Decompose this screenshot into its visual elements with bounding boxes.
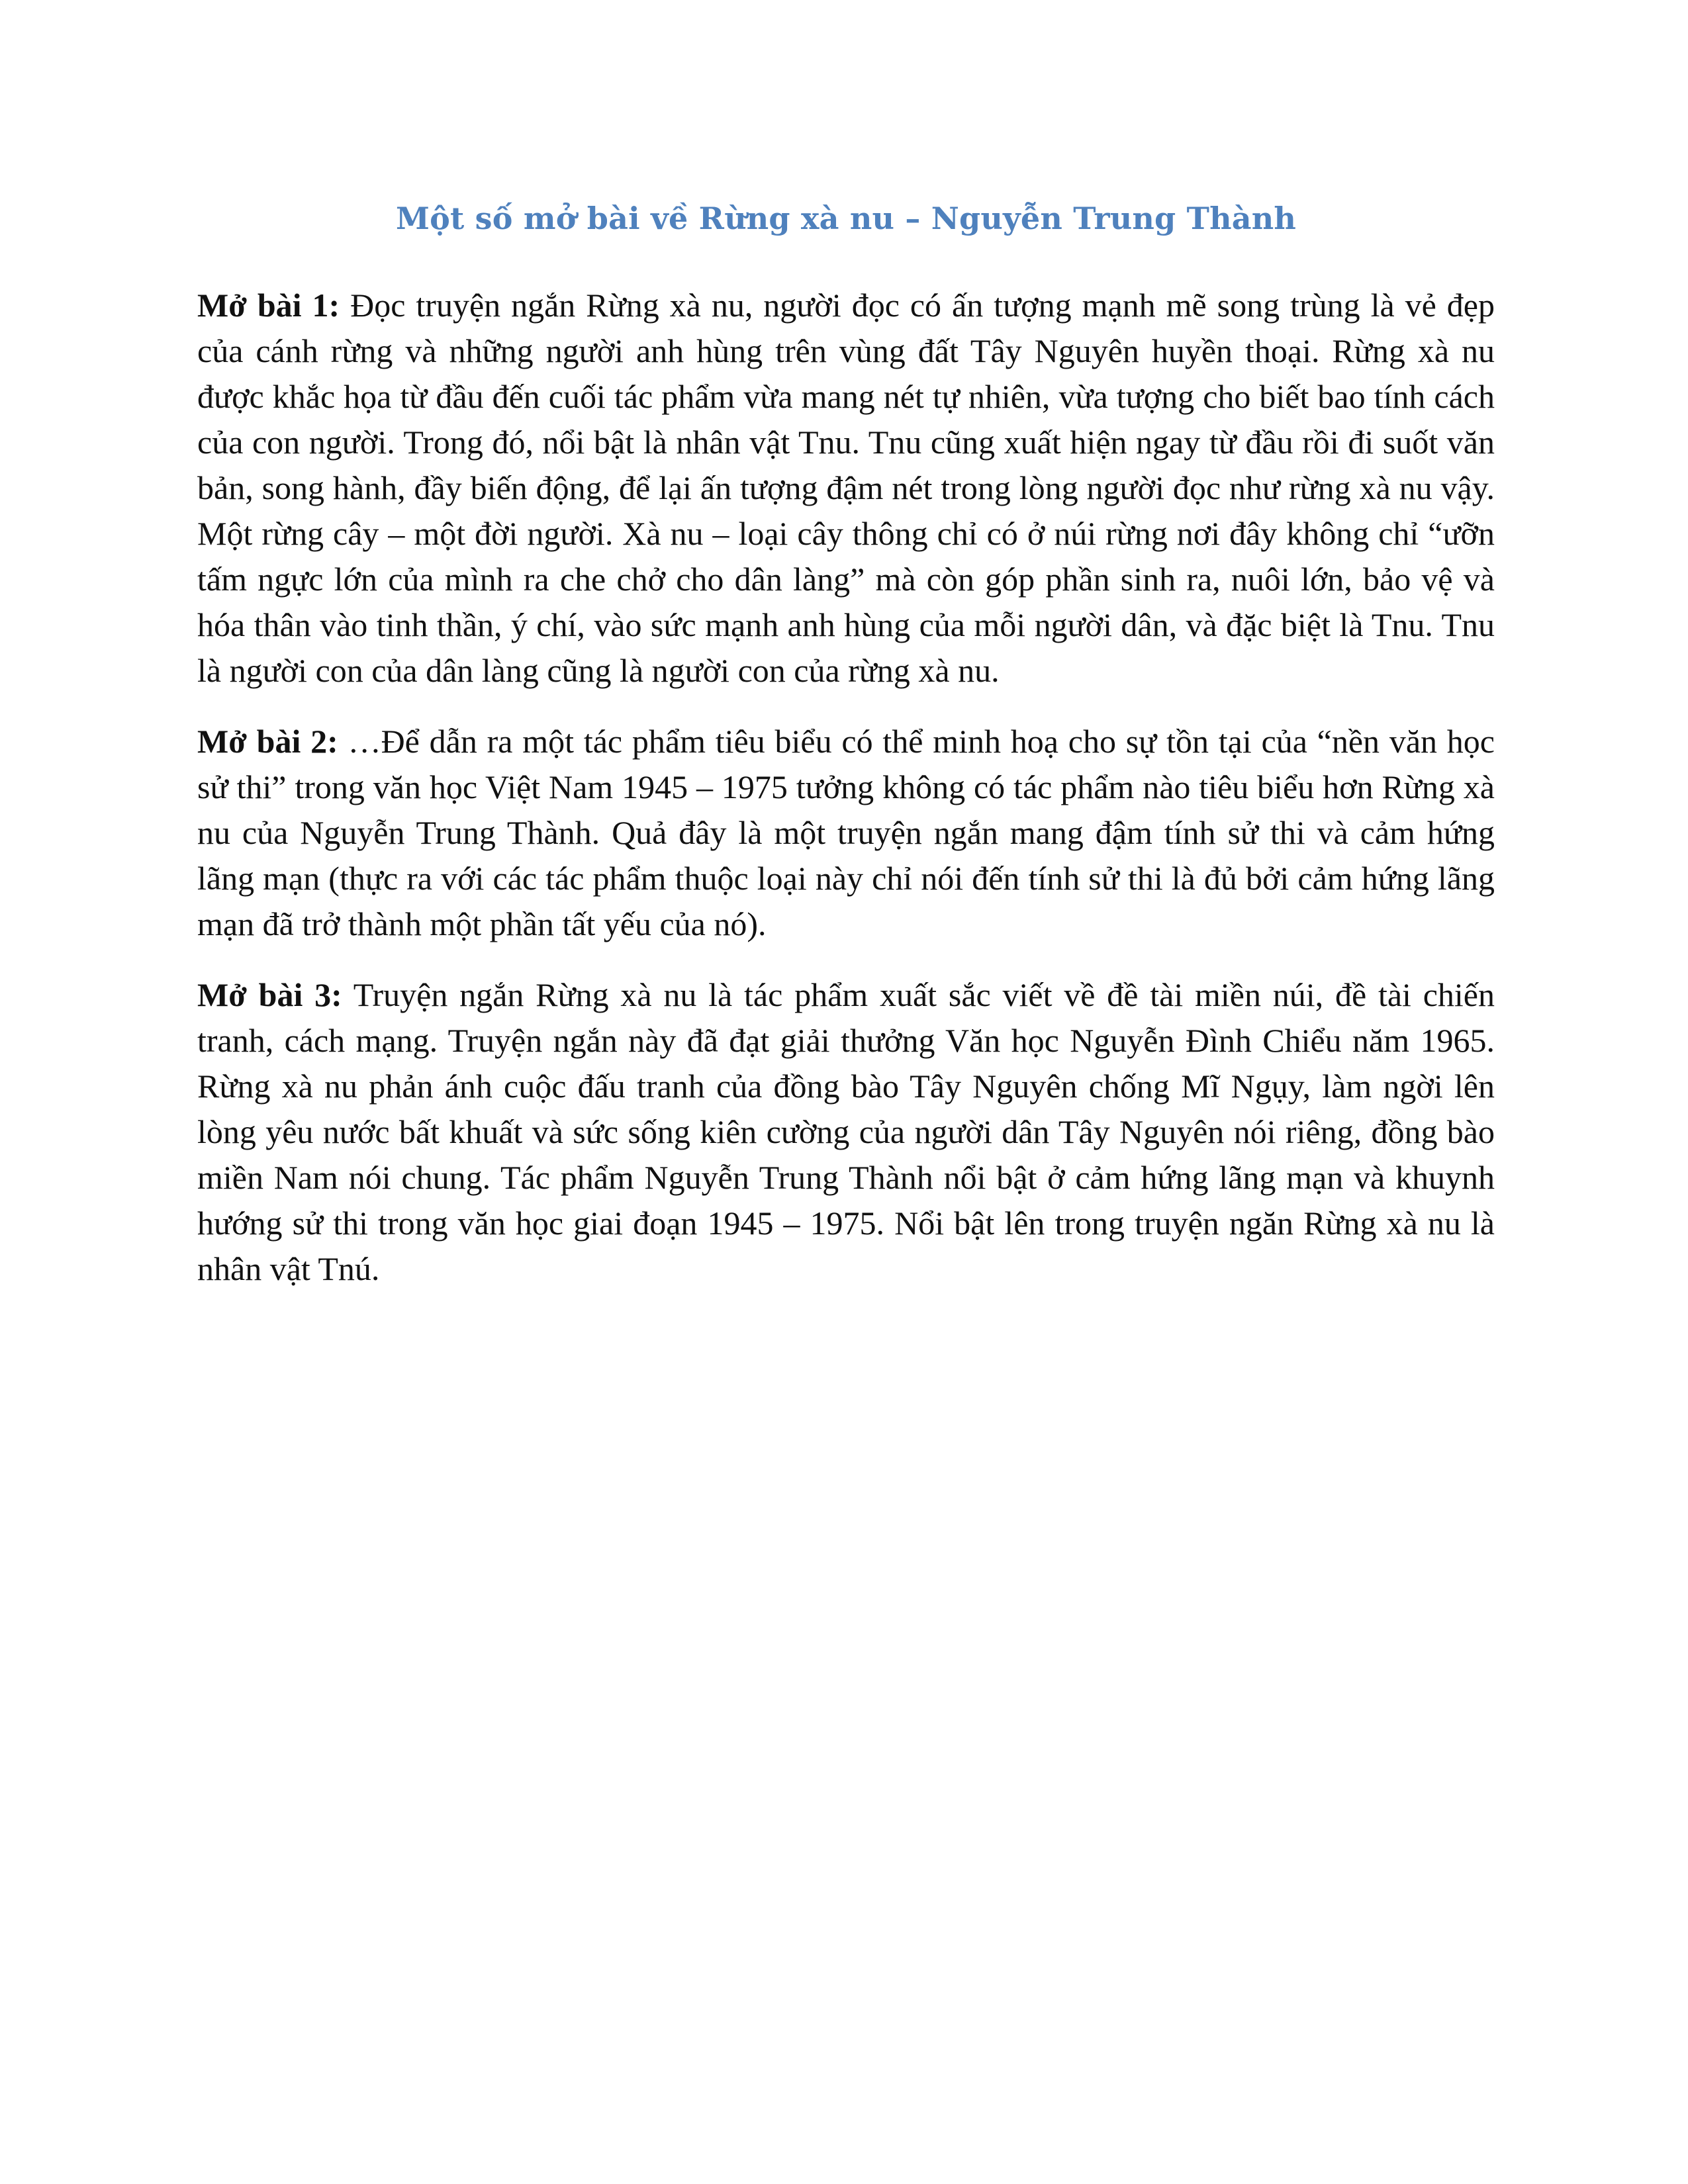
paragraph-text: …Để dẫn ra một tác phẩm tiêu biểu có thể minh hoạ cho sự tồn tại của “nền văn học sử thi” trong văn học Việt Nam 1945 – 1975 tưởng không có tác phẩm nào tiêu biểu hơn Rừng xà nu của Nguyễn Trung Thành. Quả đây là một truyện ngắn mang đậm tính sử thi và cảm hứng lãng mạn (thực ra với các tác phẩm thuộc loại này chỉ nói đến tính sử thi là đủ bởi cảm hứng lãng mạn đã trở thành một phần tất yếu của nó). — [197, 723, 1495, 942]
paragraph-mo-bai-2 — [197, 719, 1495, 947]
paragraph-mo-bai-1 — [197, 283, 1495, 694]
paragraph-label: Mở bài 1: — [197, 287, 340, 324]
paragraph-label: Mở bài 2: — [197, 723, 338, 760]
paragraph-text: Đọc truyện ngắn Rừng xà nu, người đọc có ấn tượng mạnh mẽ song trùng là vẻ đẹp của cánh rừng và những người anh hùng trên vùng đất Tây Nguyên huyền thoại. Rừng xà nu được khắc họa từ đầu đến cuối tác phẩm vừa mang nét tự nhiên, vừa tượng cho biết bao tính cách của con người. Trong đó, nổi bật là nhân vật Tnu. Tnu cũng xuất hiện ngay từ đầu rồi đi suốt văn bản, song hành, đầy biến động, để lại ấn tượng đậm nét trong lòng người đọc như rừng xà nu vậy. Một rừng cây – một đời người. Xà nu – loại cây thông chỉ có ở núi rừng nơi đây không chỉ “ưỡn tấm ngực lớn của mình ra che chở cho dân làng” mà còn góp phần sinh ra, nuôi lớn, bảo vệ và hóa thân vào tinh thần, ý chí, vào sức mạnh anh hùng của mỗi người dân, và đặc biệt là Tnu. Tnu là người con của dân làng cũng là người con của rừng xà nu. — [197, 287, 1495, 689]
document-title: Một số mở bài về Rừng xà nu – Nguyễn Trung Thành — [395, 201, 1297, 236]
paragraph-label: Mở bài 3: — [197, 976, 342, 1013]
document-content — [197, 189, 1495, 1317]
paragraph-mo-bai-3 — [197, 972, 1495, 1292]
paragraph-text: Truyện ngắn Rừng xà nu là tác phẩm xuất sắc viết về đề tài miền núi, đề tài chiến tranh, cách mạng. Truyện ngắn này đã đạt giải thưởng Văn học Nguyễn Đình Chiểu năm 1965. Rừng xà nu phản ánh cuộc đấu tranh của đồng bào Tây Nguyên chống Mĩ Ngụy, làm ngời lên lòng yêu nước bất khuất và sức sống kiên cường của người dân Tây Nguyên nói riêng, đồng bào miền Nam nói chung. Tác phẩm Nguyễn Trung Thành nổi bật ở cảm hứng lãng mạn và khuynh hướng sử thi trong văn học giai đoạn 1945 – 1975. Nổi bật lên trong truyện ngăn Rừng xà nu là nhân vật Tnú. — [197, 976, 1495, 1287]
